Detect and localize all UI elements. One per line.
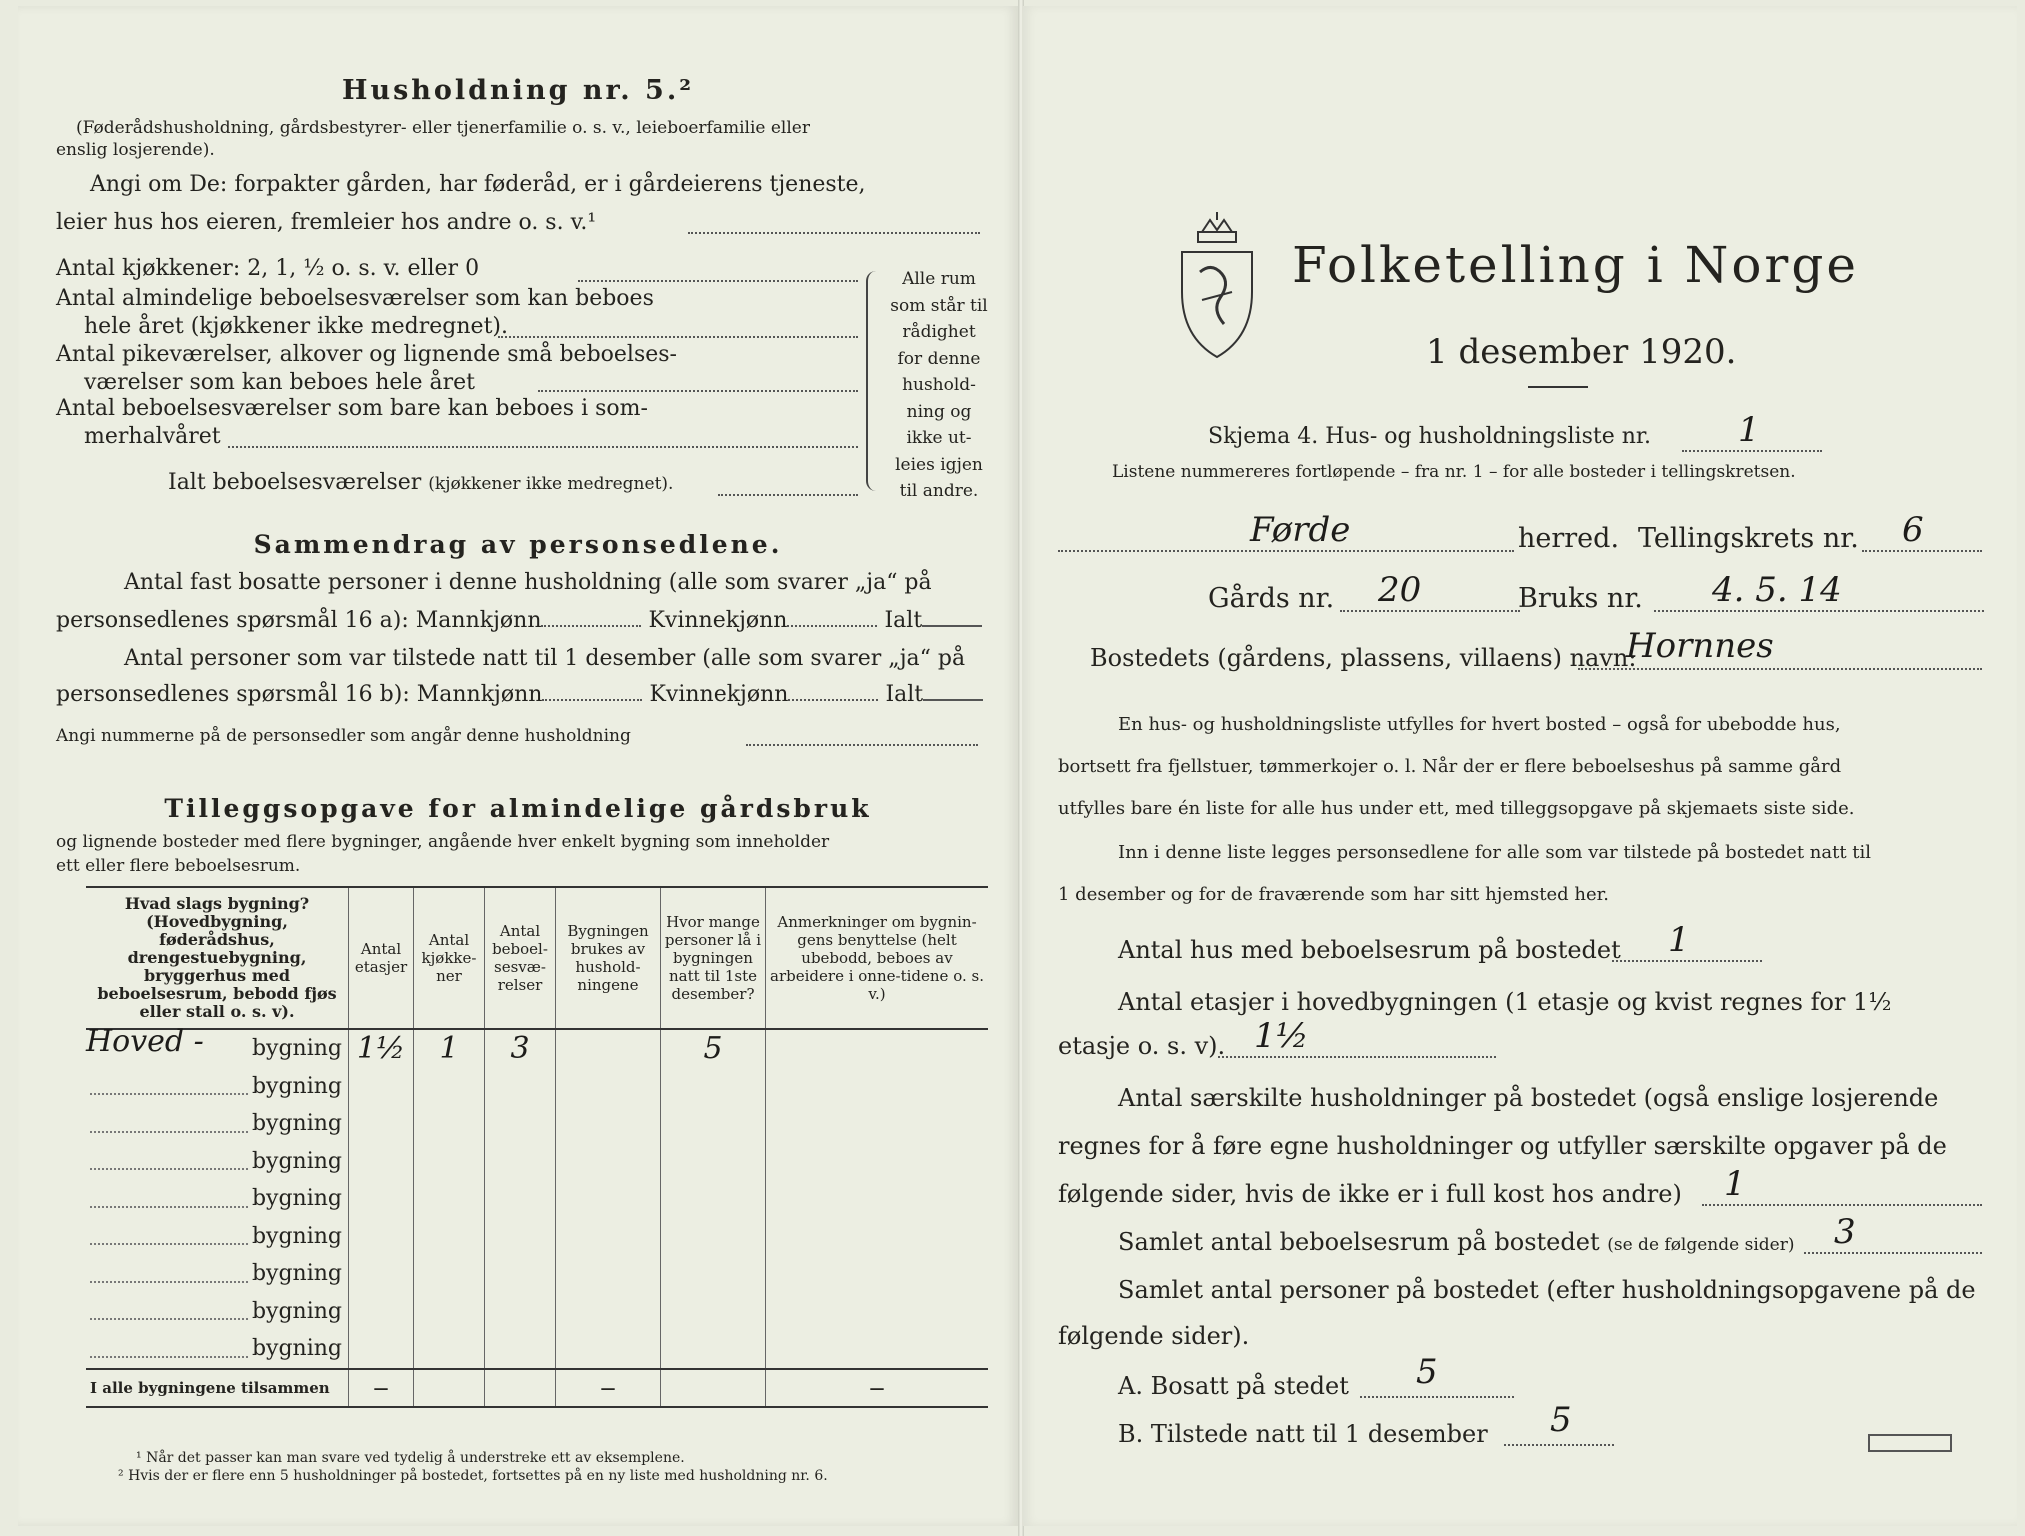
- rooms-small-2: værelser som kan beboes hele året: [84, 370, 475, 395]
- krets-line: [1862, 550, 1982, 552]
- tilstede-label: B. Tilstede natt til 1 desember: [1118, 1420, 1488, 1448]
- small-rooms-line: [538, 390, 858, 392]
- husholdninger-line-1: Antal særskilte husholdninger på bostedet (også enslige losjerende: [1118, 1084, 1939, 1112]
- col-persons: Hvor mange personer lå i bygningen natt til 1ste desember?: [661, 887, 766, 1029]
- summary-line-3: Antal personer som var tilstede natt til 1 desember (alle som svarer „ja“ på: [124, 646, 966, 671]
- samlet-rum-value: 3: [1834, 1212, 1856, 1252]
- table-row: bygning: [86, 1143, 988, 1181]
- gards-label: Gårds nr.: [1208, 583, 1335, 614]
- household-note-1: (Føderådshusholdning, gårdsbestyrer- eller tjenerfamilie o. s. v., leieboerfamilie eller: [76, 118, 810, 138]
- samlet-pers-line-1: Samlet antal personer på bostedet (efter husholdningsopgavene på de: [1118, 1276, 1976, 1304]
- first-row-floors: 1½: [356, 1031, 406, 1067]
- herred-value: Førde: [1250, 510, 1351, 550]
- ordinary-line: [498, 336, 858, 338]
- left-page: [18, 6, 1018, 1526]
- tilstede-line: [1504, 1444, 1614, 1446]
- rooms-total-line: [718, 494, 858, 496]
- table-total-row: I alle bygningene tilsammen — — —: [86, 1369, 988, 1407]
- instruction-3: utfylles bare én liste for alle hus under ett, med tilleggsopgave på skjemaets siste side.: [1058, 798, 1855, 819]
- bosted-value: Hornnes: [1626, 626, 1774, 666]
- table-row: bygning: [86, 1293, 988, 1331]
- side-note: Alle rum som står til rådighet for denne hushold- ning og ikke ut- leies igjen til andre.: [890, 269, 988, 501]
- col-building-type: Hvad slags bygning? (Hovedbygning, føderådshus, drengestuebygning, bryggerhus med beboelsesrum, bebodd fjøs eller stall o. s. v).: [86, 887, 349, 1029]
- footnote-2: ² Hvis der er flere enn 5 husholdninger på bostedet, fortsettes på en ny liste med husholdning nr. 6.: [118, 1468, 828, 1484]
- etasjer-line-2: etasje o. s. v).: [1058, 1032, 1226, 1060]
- bosatt-value: 5: [1416, 1352, 1438, 1392]
- samlet-rum-line: [1804, 1252, 1982, 1254]
- instruction-2: bortsett fra fjellstuer, tømmerkojer o. l. Når der er flere beboelseshus på samme gård: [1058, 756, 1842, 777]
- summer-rooms-line: [228, 446, 858, 448]
- hus-label: Antal hus med beboelsesrum på bostedet: [1118, 936, 1621, 964]
- supplement-text-1: og lignende bosteder med flere bygninger, angående hver enkelt bygning som inneholder: [56, 832, 830, 852]
- col-remarks: Anmerkninger om bygnin-gens benyttelse (helt ubebodd, beboes av arbeidere i onne-tidene o. s. v.): [766, 887, 989, 1029]
- first-row-rooms: 3: [510, 1031, 530, 1067]
- coat-of-arms-icon: [1172, 212, 1262, 362]
- summary-line-4: personsedlenes spørsmål 16 b): Mannkjønn Kvinnekjønn Ialt: [56, 682, 983, 708]
- col-floors: Antal etasjer: [349, 887, 414, 1029]
- household-title: Husholdning nr. 5.²: [341, 75, 695, 106]
- bruks-line: [1654, 610, 1984, 612]
- rooms-total-label: Ialt beboelsesværelser (kjøkkener ikke medregnet).: [168, 470, 674, 495]
- tilstede-value: 5: [1550, 1400, 1572, 1440]
- building-table: [86, 886, 988, 1408]
- hus-value: 1: [1668, 920, 1690, 960]
- table-row: bygning: [86, 1180, 988, 1218]
- printer-stamp: [1868, 1434, 1952, 1452]
- supplement-text-2: ett eller flere beboelsesrum.: [56, 856, 301, 876]
- husholdninger-line-2: regnes for å føre egne husholdninger og utfyller særskilte opgaver på de: [1058, 1132, 1947, 1160]
- summary-line-5: Angi nummerne på de personsedler som angår denne husholdning: [56, 726, 631, 746]
- table-row: bygning: [86, 1105, 988, 1143]
- census-title: Folketelling i Norge: [1292, 236, 1859, 294]
- krets-label: Tellingskrets nr.: [1638, 523, 1859, 554]
- herred-label: herred.: [1518, 523, 1620, 554]
- kitchens-line: [578, 280, 858, 282]
- schema-line: [1682, 450, 1822, 452]
- census-date: 1 desember 1920.: [1426, 332, 1737, 372]
- numbering-note: Listene nummereres fortløpende – fra nr. 1 – for alle bosteder i tellingskretsen.: [1112, 462, 1796, 482]
- instruction-5: 1 desember og for de fraværende som har sitt hjemsted her.: [1058, 884, 1609, 905]
- rooms-summer-1: Antal beboelsesværelser som bare kan beboes i som-: [56, 396, 648, 421]
- person-numbers-line: [746, 744, 978, 746]
- rooms-ordinary-2: hele året (kjøkkener ikke medregnet).: [84, 314, 508, 339]
- husholdninger-value: 1: [1724, 1164, 1746, 1204]
- schema-value: 1: [1738, 410, 1760, 450]
- krets-value: 6: [1902, 510, 1924, 550]
- right-page: [1022, 6, 2017, 1526]
- tenancy-question-1: Angi om De: forpakter gården, har føderåd, er i gårdeierens tjeneste,: [90, 172, 866, 197]
- etasjer-answer-line: [1218, 1056, 1496, 1058]
- bosted-label: Bostedets (gårdens, plassens, villaens) navn:: [1090, 644, 1637, 672]
- bosatt-label: A. Bosatt på stedet: [1118, 1372, 1349, 1400]
- rooms-small-1: Antal pikeværelser, alkover og lignende små beboelses-: [56, 342, 677, 367]
- schema-label: Skjema 4. Hus- og husholdningsliste nr.: [1208, 424, 1651, 449]
- first-row-kitchens: 1: [439, 1031, 459, 1067]
- table-row: bygning: [86, 1330, 988, 1369]
- samlet-pers-line-2: følgende sider).: [1058, 1322, 1250, 1350]
- hus-line: [1612, 960, 1762, 962]
- first-row-persons: 5: [703, 1031, 723, 1067]
- footnote-1: ¹ Når det passer kan man svare ved tydelig å understreke ett av eksemplene.: [136, 1450, 685, 1466]
- title-rule: [1528, 386, 1588, 388]
- herred-line: [1058, 550, 1514, 552]
- gards-line: [1340, 610, 1520, 612]
- summary-title: Sammendrag av personsedlene.: [253, 530, 783, 559]
- table-row: bygning: [86, 1068, 988, 1106]
- row-label: Hoved - bygning: [86, 1029, 349, 1068]
- tenancy-question-2: leier hus hos eieren, fremleier hos andre o. s. v.¹: [56, 210, 597, 235]
- total-label: I alle bygningene tilsammen: [86, 1369, 349, 1407]
- rooms-kitchens: Antal kjøkkener: 2, 1, ½ o. s. v. eller 0: [56, 256, 480, 281]
- etasjer-value: 1½: [1254, 1016, 1309, 1056]
- tenancy-answer-line: [688, 232, 980, 234]
- col-used-by: Bygningen brukes av hushold-ningene: [556, 887, 661, 1029]
- bosatt-line: [1360, 1396, 1514, 1398]
- bruks-value: 4. 5. 14: [1712, 570, 1842, 610]
- col-rooms: Antal beboel-sesvæ-relser: [485, 887, 556, 1029]
- household-note-2: enslig losjerende).: [56, 140, 215, 160]
- rooms-ordinary-1: Antal almindelige beboelsesværelser som kan beboes: [56, 286, 654, 311]
- rooms-summer-2: merhalvåret: [84, 424, 221, 449]
- table-row: [86, 1029, 988, 1068]
- gards-value: 20: [1378, 570, 1422, 610]
- etasjer-line-1: Antal etasjer i hovedbygningen (1 etasje og kvist regnes for 1½: [1118, 988, 1892, 1016]
- supplement-title: Tilleggsopgave for almindelige gårdsbruk: [164, 794, 872, 823]
- table-row: bygning: [86, 1218, 988, 1256]
- summary-line-1: Antal fast bosatte personer i denne husholdning (alle som svarer „ja“ på: [124, 570, 932, 595]
- col-kitchens: Antal kjøkke-ner: [414, 887, 485, 1029]
- husholdninger-answer-line: [1702, 1204, 1982, 1206]
- table-row: bygning: [86, 1255, 988, 1293]
- instruction-4: Inn i denne liste legges personsedlene for alle som var tilstede på bostedet natt til: [1118, 842, 1872, 863]
- bosted-line: [1578, 668, 1982, 670]
- instruction-1: En hus- og husholdningsliste utfylles for hvert bosted – også for ubebodde hus,: [1118, 714, 1841, 735]
- husholdninger-line-3: følgende sider, hvis de ikke er i full kost hos andre): [1058, 1180, 1682, 1208]
- summary-line-2: personsedlenes spørsmål 16 a): Mannkjønn Kvinnekjønn Ialt: [56, 608, 982, 634]
- bruks-label: Bruks nr.: [1518, 583, 1643, 614]
- samlet-rum-label: Samlet antal beboelsesrum på bostedet (se de følgende sider): [1118, 1228, 1795, 1256]
